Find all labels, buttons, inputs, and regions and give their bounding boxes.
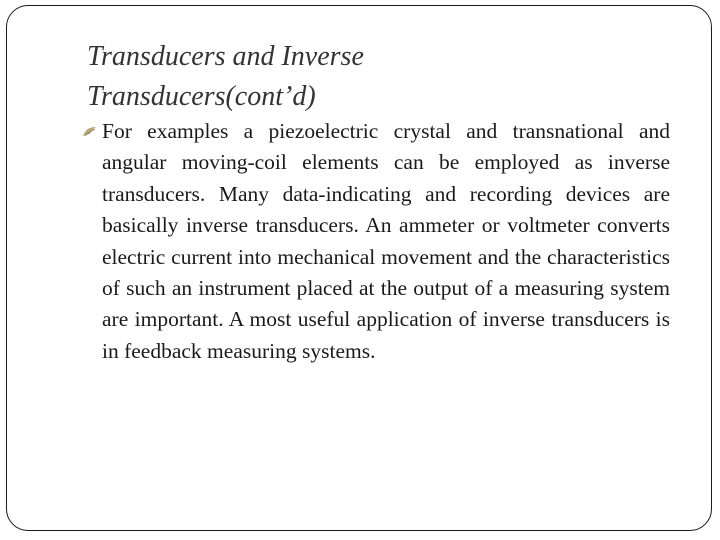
bullet-item <box>82 116 670 367</box>
wing-bullet-icon <box>82 126 97 138</box>
slide-title-line-2: Transducers(cont’d) <box>87 81 316 112</box>
bullet-text: For examples a piezoelectric crystal and transnational and angular moving-coil elements can be employed as inverse transducers. Many data-indicating and recording devices are basically inverse transducers. An ammeter or voltmeter converts electric current into mechanical movement and the characteristics of such an instrument placed at the output of a measuring system are important. A most useful application of inverse transducers is in feedback measuring systems. <box>102 119 670 363</box>
slide-title-line-1: Transducers and Inverse <box>87 41 364 72</box>
slide-body <box>82 116 670 367</box>
slide-title <box>87 37 647 117</box>
